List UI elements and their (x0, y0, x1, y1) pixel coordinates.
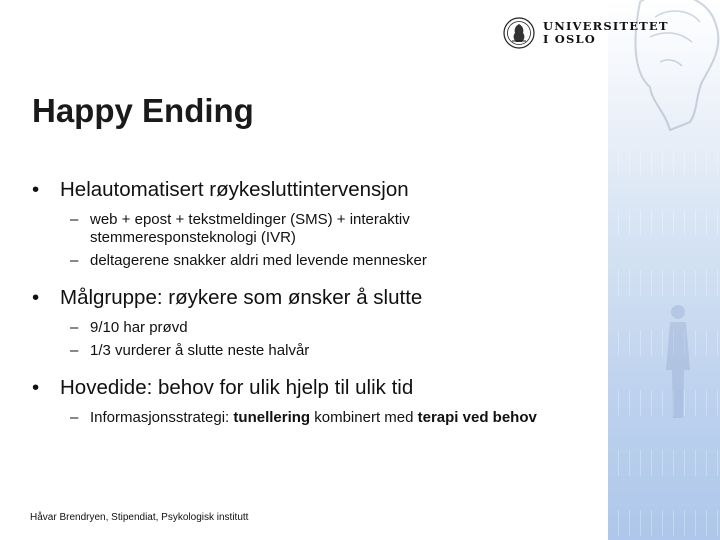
sub-bullet-1-2: – deltagerene snakker aldri med levende mennesker (70, 252, 427, 269)
bullet-1-text: Helautomatisert røykesluttintervensjon (60, 178, 409, 201)
sub-bullet-2-2: – 1/3 vurderer å slutte neste halvår (70, 342, 310, 359)
logo-line-1: UNIVERSITETET (543, 19, 669, 33)
bullet-2: • Målgruppe: røykere som ønsker å slutte (32, 286, 423, 309)
slide-title: Happy Ending (32, 92, 254, 129)
sub-bullet-3-1: – Informasjonsstrategi: tunellering kombinert med terapi ved behov (70, 409, 537, 426)
sub-bullet-3-1-part-2: kombinert med (310, 409, 418, 426)
sub-bullet-1-1: – web + epost + tekstmeldinger (SMS) + interaktiv stemmeresponsteknologi (IVR) (70, 211, 410, 246)
logo-line-2: I OSLO (543, 32, 597, 46)
sub-bullet-1-1-line-1: web + epost + tekstmeldinger (SMS) + interaktiv (90, 211, 410, 228)
sub-bullet-3-1-part-1: Informasjonsstrategi: (90, 409, 234, 426)
slide-content (32, 178, 652, 427)
bullet-3-text: Hovedide: behov for ulik hjelp til ulik tid (60, 376, 414, 399)
bullet-1: • Helautomatisert røykesluttintervensjon (32, 178, 409, 201)
university-logo (503, 16, 669, 50)
sub-bullet-1-2-text: deltagerene snakker aldri med levende mennesker (90, 252, 427, 269)
figure-silhouette-icon (658, 300, 698, 420)
sub-bullet-1-1-line-2: stemmeresponsteknologi (IVR) (90, 229, 296, 246)
bullet-2-text: Målgruppe: røykere som ønsker å slutte (60, 286, 423, 309)
footer-text: Håvar Brendryen, Stipendiat, Psykologisk institutt (30, 512, 249, 523)
university-seal-icon (503, 17, 535, 49)
sub-bullet-2-1-text: 9/10 har prøvd (90, 319, 188, 336)
bullet-3: • Hovedide: behov for ulik hjelp til ulik tid (32, 376, 414, 399)
sub-bullet-3-1-bold-2: terapi ved behov (417, 409, 537, 426)
sub-bullet-2-1: – 9/10 har prøvd (70, 319, 188, 336)
sub-bullet-3-1-bold-1: tunellering (233, 409, 311, 426)
sub-bullet-2-2-text: 1/3 vurderer å slutte neste halvår (90, 342, 310, 359)
